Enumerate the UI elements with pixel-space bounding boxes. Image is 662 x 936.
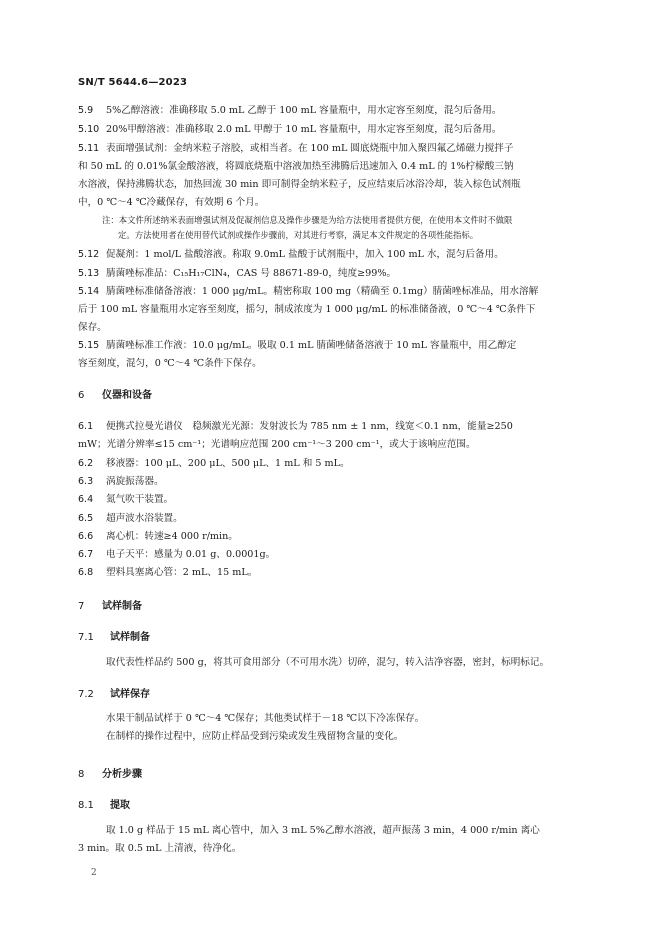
clause-6-1: 6.1 便携式拉曼光谱仪 稳频激光光源：发射波长为 785 nm ± 1 nm，线宽＜0.1 nm，能量≥250 xyxy=(78,421,513,432)
section-8-1-heading: 8.1 提取 xyxy=(78,800,130,811)
section-7-2-line: 水果干制品试样于 0 ℃～4 ℃保存；其他类试样于－18 ℃以下冷冻保存。 xyxy=(106,713,425,724)
section-8-heading: 8 分析步骤 xyxy=(78,769,142,780)
section-7-1-heading: 7.1 试样制备 xyxy=(78,632,150,643)
clause-6-6: 6.6 离心机：转速≥4 000 r/min。 xyxy=(78,531,238,542)
clause-5-11-line: 和 50 mL 的 0.01%氯金酸溶液，将圆底烧瓶中溶液加热至沸腾后迅速加入 0.4 mL 的 1%柠檬酸三钠 xyxy=(78,161,514,172)
section-7-2-line: 在制样的操作过程中，应防止样品受到污染或发生残留物含量的变化。 xyxy=(106,731,404,742)
clause-6-5: 6.5 超声波水浴装置。 xyxy=(78,513,183,524)
clause-6-4: 6.4 氮气吹干装置。 xyxy=(78,494,174,505)
clause-5-11: 5.11 表面增强试剂：金纳米粒子溶胶，或相当者。在 100 mL 圆底烧瓶中加入聚四氟乙烯磁力搅拌子 xyxy=(78,143,514,154)
note-line: 注：本文件所述纳米表面增强试剂及促凝剂信息及操作步骤是为给方法使用者提供方便，在使用本文件时不做限 xyxy=(102,215,513,225)
page-number: 2 xyxy=(91,868,97,878)
note-line: 定。方法使用者在使用替代试剂或操作步骤前，对其进行考察，满足本文件规定的各项性能指标。 xyxy=(118,230,479,240)
clause-5-12: 5.12 促凝剂：1 mol/L 盐酸溶液。称取 9.0mL 盐酸于试剂瓶中，加入 100 mL 水，混匀后备用。 xyxy=(78,249,504,260)
clause-6-7: 6.7 电子天平：感量为 0.01 g、0.0001g。 xyxy=(78,549,276,560)
clause-5-14: 5.14 腈菌唑标准储备溶液：1 000 μg/mL。精密称取 100 mg（精确至 0.1mg）腈菌唑标准品，用水溶解 xyxy=(78,286,539,297)
standard-number: SN/T 5644.6—2023 xyxy=(78,77,188,88)
section-7-2-heading: 7.2 试样保存 xyxy=(78,689,150,700)
section-6-heading: 6 仪器和设备 xyxy=(78,390,152,401)
clause-5-10: 5.10 20%甲醇溶液：准确移取 2.0 mL 甲醇于 10 mL 容量瓶中，用水定容至刻度，混匀后备用。 xyxy=(78,124,502,135)
clause-6-2: 6.2 移液器：100 μL、200 μL、500 μL、1 mL 和 5 mL。 xyxy=(78,458,350,469)
section-7-heading: 7 试样制备 xyxy=(78,601,142,612)
section-7-1-text: 取代表性样品约 500 g，将其可食用部分（不可用水洗）切碎，混匀，转入洁净容器，密封，标明标记。 xyxy=(106,657,550,668)
clause-5-9: 5.9 5%乙醇溶液：准确移取 5.0 mL 乙醇于 100 mL 容量瓶中，用水定容至刻度，混匀后备用。 xyxy=(78,105,502,116)
clause-6-8: 6.8 塑料具塞离心管：2 mL、15 mL。 xyxy=(78,567,258,578)
clause-6-1-line: mW；光谱分辨率≤15 cm⁻¹；光谱响应范围 200 cm⁻¹～3 200 cm⁻¹，或大于该响应范围。 xyxy=(78,439,476,450)
clause-6-3: 6.3 涡旋振荡器。 xyxy=(78,476,164,487)
section-8-1-line: 取 1.0 g 样品于 15 mL 离心管中，加入 3 mL 5%乙醇水溶液，超声振荡 3 min，4 000 r/min 离心 xyxy=(106,825,540,836)
clause-5-15-line: 容至刻度，混匀，0 ℃～4 ℃条件下保存。 xyxy=(78,358,262,369)
clause-5-11-line: 中，0 ℃～4 ℃冷藏保存，有效期 6 个月。 xyxy=(78,197,265,208)
section-8-1-line: 3 min。取 0.5 mL 上清液，待净化。 xyxy=(78,843,242,854)
clause-5-14-line: 保存。 xyxy=(78,322,107,333)
clause-5-14-line: 后于 100 mL 容量瓶用水定容至刻度，摇匀，制成浓度为 1 000 μg/mL 的标准储备液，0 ℃～4 ℃条件下 xyxy=(78,304,536,315)
clause-5-13: 5.13 腈菌唑标准品：C₁₅H₁₇ClN₄，CAS 号 88671-89-0，纯度≥99%。 xyxy=(78,268,397,279)
clause-5-11-line: 水溶液，保持沸腾状态，加热回流 30 min 即可制得金纳米粒子，反应结束后冰浴冷却，装入棕色试剂瓶 xyxy=(78,179,521,190)
clause-5-15: 5.15 腈菌唑标准工作液：10.0 μg/mL。吸取 0.1 mL 腈菌唑储备溶液于 10 mL 容量瓶中，用乙醇定 xyxy=(78,340,517,351)
